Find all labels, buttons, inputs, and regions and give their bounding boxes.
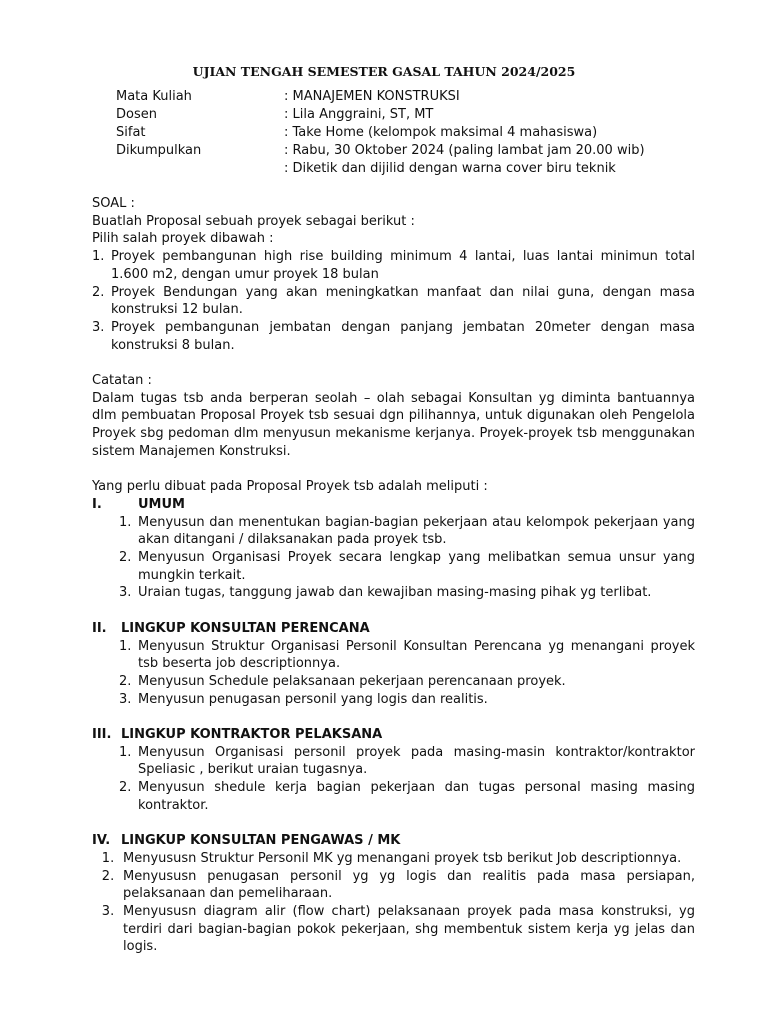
list-item xyxy=(119,779,695,814)
item-number: 3. xyxy=(101,904,115,920)
item-text: Menyususn penugasan personil yg yg logis dan realitis pada masa persiapan, pelaksanaan dan pemeliharaan. xyxy=(123,868,695,902)
section-title: UMUM xyxy=(138,496,185,512)
info-value: : Diketik dan dijilid dengan warna cover biru teknik xyxy=(284,161,616,176)
info-label: Mata Kuliah xyxy=(116,89,192,104)
info-label xyxy=(116,160,284,178)
section-heading xyxy=(92,726,695,744)
list-item xyxy=(119,691,695,709)
page-title: UJIAN TENGAH SEMESTER GASAL TAHUN 2024/2025 xyxy=(192,64,576,79)
list-item xyxy=(92,319,695,354)
item-text: Menyusun shedule kerja bagian pekerjaan dan tugas personal masing masing kontraktor. xyxy=(138,780,695,813)
info-row-submission xyxy=(116,142,645,160)
item-number: 1. xyxy=(119,514,132,530)
item-number: 3. xyxy=(119,691,132,707)
course-info xyxy=(116,88,645,178)
section-heading xyxy=(92,496,695,514)
info-row-nature xyxy=(116,124,645,142)
item-text: Proyek Bendungan yang akan meningkatkan manfaat dan nilai guna, dengan masa konstruksi 12 bulan. xyxy=(111,284,695,318)
section-title: LINGKUP KONTRAKTOR PELAKSANA xyxy=(121,727,383,743)
list-item xyxy=(119,584,695,602)
item-text: Menyusun penugasan personil yang logis dan realitis. xyxy=(138,691,488,707)
info-value: : MANAJEMEN KONSTRUKSI xyxy=(284,89,460,104)
info-row-lecturer xyxy=(116,106,645,124)
section-heading xyxy=(92,832,695,850)
list-item xyxy=(92,284,695,319)
item-number: 2. xyxy=(119,780,132,796)
info-row-course xyxy=(116,88,645,106)
item-text: Menyusun Organisasi personil proyek pada masing-masin kontraktor/kontraktor Speliasic , berikut uraian tugasnya. xyxy=(138,744,695,778)
section-list xyxy=(92,514,695,603)
item-number: 1. xyxy=(119,638,132,654)
item-text: Proyek pembangunan high rise building minimum 4 lantai, luas lantai minimun total 1.600 m2, dengan umur proyek 18 bulan xyxy=(111,249,695,282)
section-list xyxy=(92,638,695,709)
section-list xyxy=(92,744,695,815)
list-item xyxy=(95,850,695,868)
info-label: Sifat xyxy=(116,125,146,140)
section-title: LINGKUP KONSULTAN PERENCANA xyxy=(121,620,370,636)
catatan-heading: Catatan : xyxy=(92,373,152,389)
item-text: Menyususn diagram alir (flow chart) pelaksanaan proyek pada masa konstruksi, yg terdiri dari bagian-bagian pokok pekerjaan, shg membentuk sistem kerja yg jelas dan logis. xyxy=(123,904,695,955)
list-item xyxy=(95,868,695,903)
proposal-intro: Yang perlu dibuat pada Proposal Proyek tsb adalah meliputi : xyxy=(92,479,488,495)
list-item xyxy=(119,638,695,673)
list-item xyxy=(119,549,695,584)
section-number: IV. xyxy=(92,833,111,849)
item-number: 1. xyxy=(101,850,115,866)
item-text: Menyusun Organisasi Proyek secara lengkap yang melibatkan semua unsur yang mungkin terkait. xyxy=(138,550,695,583)
catatan-text: Dalam tugas tsb anda berperan seolah – olah sebagai Konsultan yg diminta bantuannya dlm pembuatan Proposal Proyek tsb sesuai dgn pilihannya, untuk digunakan oleh Pengelola Proyek sbg pedoman dlm menyusun mekanisme kerjanya. Proyek-proyek tsb menggunakan sistem Manajemen Konstruksi. xyxy=(92,390,695,459)
section-number: III. xyxy=(92,727,112,743)
item-text: Menyusun dan menentukan bagian-bagian pekerjaan atau kelompok pekerjaan yang akan ditangani / dilaksanakan pada proyek tsb. xyxy=(138,514,695,548)
item-number: 2. xyxy=(101,868,115,884)
info-value: : Take Home (kelompok maksimal 4 mahasiswa) xyxy=(284,125,598,140)
section-title: LINGKUP KONSULTAN PENGAWAS / MK xyxy=(121,833,401,849)
item-number: 3. xyxy=(92,319,105,335)
info-label: Dikumpulkan xyxy=(116,143,202,158)
list-item xyxy=(95,903,695,956)
item-text: Menyususn Struktur Personil MK yg menangani proyek tsb berikut Job descriptionnya. xyxy=(123,850,682,866)
item-number: 2. xyxy=(119,550,132,566)
item-text: Uraian tugas, tanggung jawab dan kewajiban masing-masing pihak yg terlibat. xyxy=(138,585,652,601)
item-text: Menyusun Struktur Organisasi Personil Konsultan Perencana yg menangani proyek tsb beserta job descriptionnya. xyxy=(138,638,695,672)
item-number: 2. xyxy=(92,284,105,300)
section-list xyxy=(92,850,695,956)
info-value: : Lila Anggraini, ST, MT xyxy=(284,107,434,122)
section-number: II. xyxy=(92,620,107,636)
list-item xyxy=(119,744,695,779)
soal-choose: Pilih salah proyek dibawah : xyxy=(92,231,274,247)
info-row-format xyxy=(116,160,645,178)
item-number: 1. xyxy=(92,249,105,265)
info-label: Dosen xyxy=(116,107,157,122)
section-heading xyxy=(92,620,695,638)
soal-heading: SOAL : xyxy=(92,196,135,211)
section-number: I. xyxy=(92,496,102,512)
list-item xyxy=(92,248,695,283)
list-item xyxy=(119,673,695,691)
item-text: Menyusun Schedule pelaksanaan pekerjaan perencanaan proyek. xyxy=(138,673,566,689)
soal-instruction: Buatlah Proposal sebuah proyek sebagai berikut : xyxy=(92,213,415,229)
item-text: Proyek pembangunan jembatan dengan panjang jembatan 20meter dengan masa konstruksi 8 bulan. xyxy=(111,319,695,353)
info-value: : Rabu, 30 Oktober 2024 (paling lambat jam 20.00 wib) xyxy=(284,143,645,158)
item-number: 1. xyxy=(119,744,132,760)
item-number: 2. xyxy=(119,673,132,689)
document-body xyxy=(92,195,695,956)
item-number: 3. xyxy=(119,585,132,601)
list-item xyxy=(119,514,695,549)
